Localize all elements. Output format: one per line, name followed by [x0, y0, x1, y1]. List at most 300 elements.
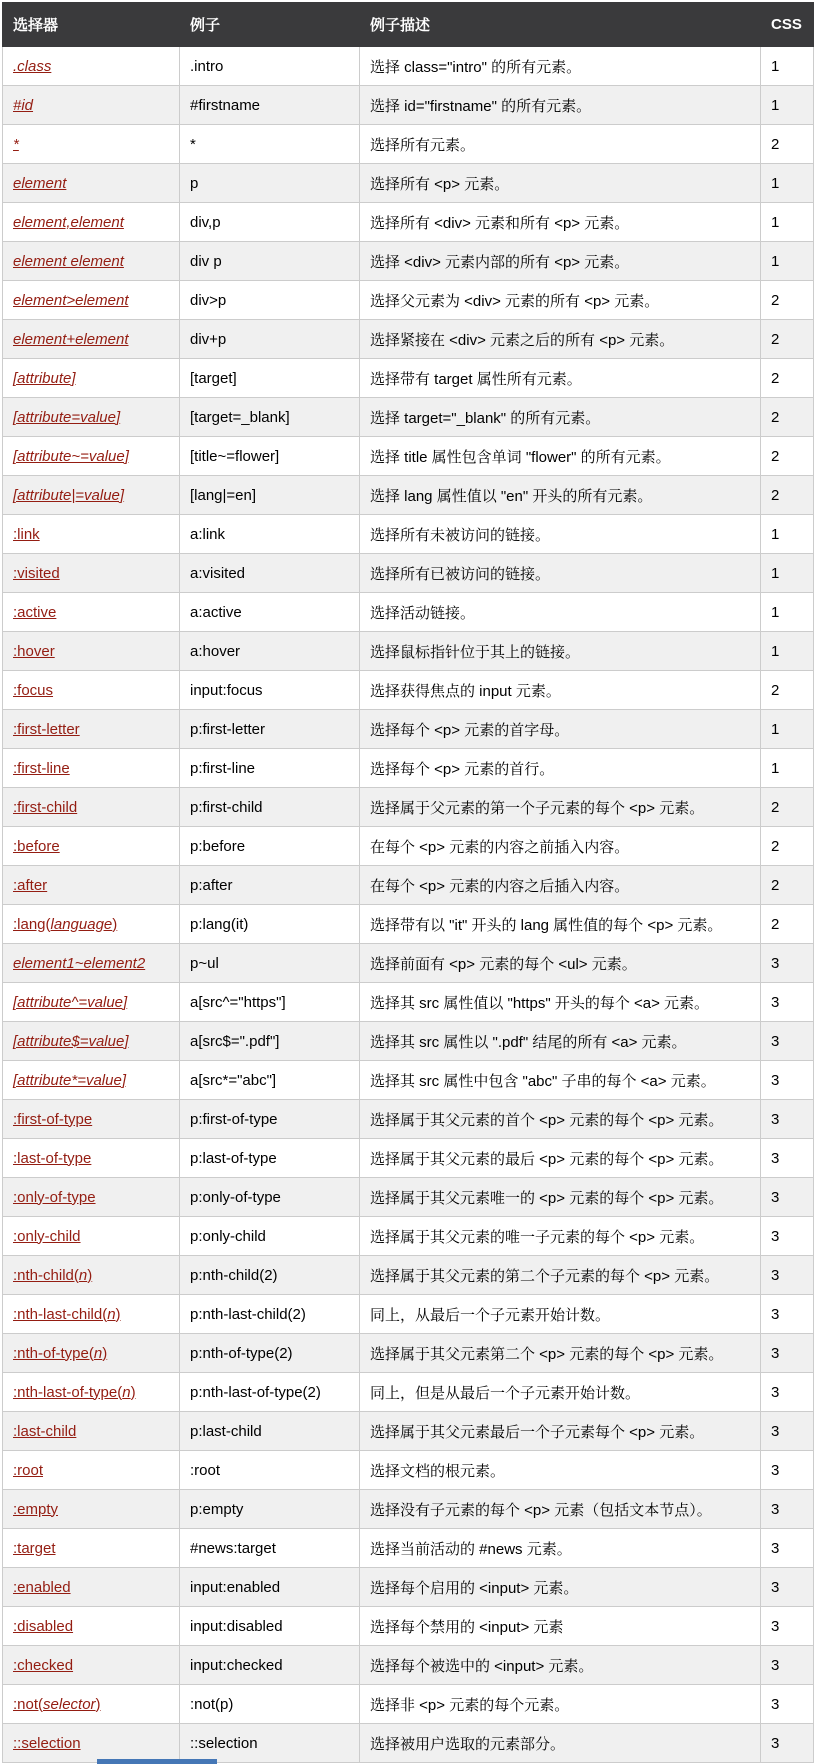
- selector-cell: [3, 983, 180, 1022]
- selector-link[interactable]: [13, 487, 124, 504]
- selector-link[interactable]: [13, 760, 70, 777]
- selector-cell: [3, 1412, 180, 1451]
- description-cell: 选择属于其父元素的首个 <p> 元素的每个 <p> 元素。: [360, 1100, 761, 1139]
- description-cell: 选择所有已被访问的链接。: [360, 554, 761, 593]
- description-cell: 选择每个 <p> 元素的首字母。: [360, 710, 761, 749]
- selector-cell: [3, 1685, 180, 1724]
- table-row: [3, 1061, 814, 1100]
- selector-link-italic-part: [attribute~=value]: [13, 447, 129, 465]
- description-cell: 在每个 <p> 元素的内容之后插入内容。: [360, 866, 761, 905]
- selector-link[interactable]: [13, 370, 76, 387]
- description-cell: 选择被用户选取的元素部分。: [360, 1724, 761, 1763]
- selector-link-italic-part: element,element: [13, 213, 124, 231]
- css-version-cell: 1: [761, 710, 814, 749]
- description-cell: 选择属于父元素的第一个子元素的每个 <p> 元素。: [360, 788, 761, 827]
- selector-cell: [3, 944, 180, 983]
- description-cell: 选择 title 属性包含单词 "flower" 的所有元素。: [360, 437, 761, 476]
- header-selector: 选择器: [3, 3, 180, 47]
- description-cell: 选择其 src 属性中包含 "abc" 子串的每个 <a> 元素。: [360, 1061, 761, 1100]
- example-cell: #firstname: [180, 86, 360, 125]
- description-cell: 选择每个被选中的 <input> 元素。: [360, 1646, 761, 1685]
- description-cell: 选择所有未被访问的链接。: [360, 515, 761, 554]
- css-version-cell: 1: [761, 515, 814, 554]
- selector-link-part: ): [102, 1344, 108, 1362]
- table-row: [3, 281, 814, 320]
- header-description: 例子描述: [360, 3, 761, 47]
- selector-link-part: :hover: [13, 642, 55, 660]
- table-row: [3, 398, 814, 437]
- css-version-cell: 2: [761, 359, 814, 398]
- description-cell: 选择 target="_blank" 的所有元素。: [360, 398, 761, 437]
- table-row: [3, 1685, 814, 1724]
- selector-link-part: :nth-child(: [13, 1266, 79, 1284]
- table-row: [3, 749, 814, 788]
- table-row: [3, 86, 814, 125]
- selector-link[interactable]: [13, 1618, 73, 1635]
- description-cell: 选择每个启用的 <input> 元素。: [360, 1568, 761, 1607]
- selector-link-part: :last-of-type: [13, 1149, 92, 1167]
- selector-link-part: :nth-last-child(: [13, 1305, 108, 1323]
- description-cell: 在每个 <p> 元素的内容之前插入内容。: [360, 827, 761, 866]
- css-version-cell: 2: [761, 320, 814, 359]
- selector-cell: [3, 593, 180, 632]
- description-cell: 选择 id="firstname" 的所有元素。: [360, 86, 761, 125]
- description-cell: 选择每个 <p> 元素的首行。: [360, 749, 761, 788]
- example-cell: p~ul: [180, 944, 360, 983]
- selector-link-part: :active: [13, 603, 57, 621]
- selector-cell: [3, 398, 180, 437]
- selector-link[interactable]: [13, 97, 33, 114]
- selector-link[interactable]: [13, 1735, 81, 1752]
- selector-cell: [3, 242, 180, 281]
- description-cell: 选择紧接在 <div> 元素之后的所有 <p> 元素。: [360, 320, 761, 359]
- description-cell: 选择当前活动的 #news 元素。: [360, 1529, 761, 1568]
- description-cell: 选择文档的根元素。: [360, 1451, 761, 1490]
- selector-link-part: :after: [13, 876, 48, 894]
- selector-link[interactable]: [13, 448, 129, 465]
- css-version-cell: 2: [761, 905, 814, 944]
- css-version-cell: 3: [761, 983, 814, 1022]
- selector-link-italic-part: element+element: [13, 330, 129, 348]
- selector-cell: [3, 1373, 180, 1412]
- example-cell: p:last-of-type: [180, 1139, 360, 1178]
- selector-cell: [3, 1217, 180, 1256]
- description-cell: 同上，但是从最后一个子元素开始计数。: [360, 1373, 761, 1412]
- description-cell: 选择活动链接。: [360, 593, 761, 632]
- selector-link[interactable]: [13, 1228, 81, 1245]
- example-cell: p:first-of-type: [180, 1100, 360, 1139]
- selector-link[interactable]: [13, 1696, 101, 1713]
- css-version-cell: 1: [761, 749, 814, 788]
- description-cell: 选择 lang 属性值以 "en" 开头的所有元素。: [360, 476, 761, 515]
- selector-link[interactable]: [13, 682, 53, 699]
- selector-cell: [3, 1646, 180, 1685]
- example-cell: div,p: [180, 203, 360, 242]
- selector-link[interactable]: [13, 1111, 92, 1128]
- css-version-cell: 1: [761, 203, 814, 242]
- table-row: [3, 1412, 814, 1451]
- selector-link[interactable]: [13, 526, 40, 543]
- table-row: [3, 1139, 814, 1178]
- description-cell: 选择 class="intro" 的所有元素。: [360, 47, 761, 86]
- example-cell: p:empty: [180, 1490, 360, 1529]
- selector-link-part: :only-of-type: [13, 1188, 96, 1206]
- selector-link[interactable]: [13, 331, 129, 348]
- selector-link-part: :checked: [13, 1656, 74, 1674]
- selector-link[interactable]: [13, 643, 55, 660]
- example-cell: p: [180, 164, 360, 203]
- description-cell: 选择获得焦点的 input 元素。: [360, 671, 761, 710]
- css-version-cell: 3: [761, 1100, 814, 1139]
- css-version-cell: 3: [761, 1139, 814, 1178]
- selector-link[interactable]: [13, 1423, 76, 1440]
- example-cell: div p: [180, 242, 360, 281]
- selector-link[interactable]: [13, 877, 47, 894]
- selector-link-part: ): [95, 1695, 101, 1713]
- css-version-cell: 3: [761, 1607, 814, 1646]
- example-cell: p:nth-of-type(2): [180, 1334, 360, 1373]
- table-row: [3, 1646, 814, 1685]
- table-row: [3, 1373, 814, 1412]
- selector-cell: [3, 1529, 180, 1568]
- selector-link[interactable]: [13, 1267, 92, 1284]
- table-row: [3, 1334, 814, 1373]
- example-cell: *: [180, 125, 360, 164]
- table-row: [3, 1217, 814, 1256]
- selector-cell: [3, 1022, 180, 1061]
- table-row: [3, 1022, 814, 1061]
- description-cell: 选择鼠标指针位于其上的链接。: [360, 632, 761, 671]
- selector-link[interactable]: [13, 1579, 71, 1596]
- selector-cell: [3, 125, 180, 164]
- css-version-cell: 1: [761, 632, 814, 671]
- example-cell: a:visited: [180, 554, 360, 593]
- selector-cell: [3, 554, 180, 593]
- selector-link[interactable]: [13, 214, 124, 231]
- selector-link[interactable]: [13, 409, 120, 426]
- table-row: [3, 788, 814, 827]
- selector-cell: [3, 749, 180, 788]
- selector-link-italic-part: [attribute$=value]: [13, 1032, 129, 1050]
- selector-cell: [3, 1295, 180, 1334]
- selector-link-italic-part: [attribute]: [13, 369, 76, 387]
- selector-cell: [3, 320, 180, 359]
- description-cell: 选择所有 <p> 元素。: [360, 164, 761, 203]
- selector-link-italic-part: element element: [13, 252, 124, 270]
- selector-link[interactable]: [13, 955, 145, 972]
- selector-link[interactable]: [13, 1306, 121, 1323]
- selector-cell: [3, 671, 180, 710]
- description-cell: 选择带有以 "it" 开头的 lang 属性值的每个 <p> 元素。: [360, 905, 761, 944]
- description-cell: 选择其 src 属性以 ".pdf" 结尾的所有 <a> 元素。: [360, 1022, 761, 1061]
- table-row: [3, 437, 814, 476]
- selector-link[interactable]: [13, 292, 129, 309]
- selector-link[interactable]: [13, 175, 66, 192]
- table-row: [3, 944, 814, 983]
- selector-link-part: :empty: [13, 1500, 59, 1518]
- example-cell: :not(p): [180, 1685, 360, 1724]
- example-cell: p:after: [180, 866, 360, 905]
- css-version-cell: 3: [761, 1646, 814, 1685]
- selector-link-part: :first-line: [13, 759, 70, 777]
- selector-cell: [3, 476, 180, 515]
- selector-link[interactable]: [13, 1462, 43, 1479]
- table-row: [3, 1178, 814, 1217]
- selector-link-part: :enabled: [13, 1578, 71, 1596]
- css-version-cell: 3: [761, 1256, 814, 1295]
- selector-link[interactable]: [13, 1345, 107, 1362]
- selector-cell: [3, 1334, 180, 1373]
- description-cell: 选择属于其父元素的最后 <p> 元素的每个 <p> 元素。: [360, 1139, 761, 1178]
- selector-table-body: [3, 47, 814, 1763]
- selector-link-italic-part: element>element: [13, 291, 129, 309]
- example-cell: #news:target: [180, 1529, 360, 1568]
- example-cell: .intro: [180, 47, 360, 86]
- example-cell: p:nth-last-of-type(2): [180, 1373, 360, 1412]
- css-version-cell: 3: [761, 1373, 814, 1412]
- selector-link-part: :only-child: [13, 1227, 81, 1245]
- selector-link-italic-part: element: [13, 174, 67, 192]
- css-version-cell: 2: [761, 866, 814, 905]
- example-cell: p:last-child: [180, 1412, 360, 1451]
- selector-link-part: :disabled: [13, 1617, 74, 1635]
- header-example: 例子: [180, 3, 360, 47]
- selector-cell: [3, 1100, 180, 1139]
- css-version-cell: 3: [761, 1334, 814, 1373]
- selector-link-part: :last-child: [13, 1422, 77, 1440]
- description-cell: 选择父元素为 <div> 元素的所有 <p> 元素。: [360, 281, 761, 320]
- example-cell: [title~=flower]: [180, 437, 360, 476]
- selector-link[interactable]: [13, 136, 19, 153]
- css-version-cell: 3: [761, 1451, 814, 1490]
- table-row: [3, 1490, 814, 1529]
- example-cell: a:active: [180, 593, 360, 632]
- example-cell: [target=_blank]: [180, 398, 360, 437]
- table-header: [3, 3, 814, 47]
- table-row: [3, 1100, 814, 1139]
- css-version-cell: 3: [761, 1022, 814, 1061]
- selector-link[interactable]: [13, 253, 124, 270]
- example-cell: p:first-child: [180, 788, 360, 827]
- selector-link-part: :focus: [13, 681, 54, 699]
- selector-link[interactable]: [13, 1072, 126, 1089]
- css-version-cell: 1: [761, 554, 814, 593]
- selector-cell: [3, 515, 180, 554]
- css-version-cell: 2: [761, 671, 814, 710]
- table-row: [3, 710, 814, 749]
- example-cell: ::selection: [180, 1724, 360, 1763]
- selector-link-italic-part: [attribute*=value]: [13, 1071, 126, 1089]
- selector-cell: [3, 86, 180, 125]
- selector-link[interactable]: [13, 799, 77, 816]
- example-cell: p:first-letter: [180, 710, 360, 749]
- css-version-cell: 3: [761, 1724, 814, 1763]
- css-version-cell: 2: [761, 788, 814, 827]
- css-version-cell: 3: [761, 944, 814, 983]
- selector-link-part: :before: [13, 837, 60, 855]
- selector-link[interactable]: [13, 1189, 96, 1206]
- selector-link[interactable]: [13, 721, 80, 738]
- selector-cell: [3, 1256, 180, 1295]
- selector-cell: [3, 47, 180, 86]
- selector-link-italic-part: n: [122, 1383, 131, 1401]
- description-cell: 选择所有 <div> 元素和所有 <p> 元素。: [360, 203, 761, 242]
- selector-link-italic-part: n: [107, 1305, 116, 1323]
- selector-cell: [3, 1178, 180, 1217]
- example-cell: input:focus: [180, 671, 360, 710]
- selector-cell: [3, 203, 180, 242]
- selector-link-italic-part: element1~element2: [13, 954, 146, 972]
- css-version-cell: 2: [761, 827, 814, 866]
- header-css-version: CSS: [761, 3, 814, 47]
- example-cell: p:only-child: [180, 1217, 360, 1256]
- selector-cell: [3, 164, 180, 203]
- selector-link-italic-part: [attribute^=value]: [13, 993, 128, 1011]
- example-cell: input:checked: [180, 1646, 360, 1685]
- header-row: [3, 3, 814, 47]
- description-cell: 选择属于其父元素最后一个子元素每个 <p> 元素。: [360, 1412, 761, 1451]
- selector-cell: [3, 1607, 180, 1646]
- description-cell: 选择其 src 属性值以 "https" 开头的每个 <a> 元素。: [360, 983, 761, 1022]
- example-cell: a:link: [180, 515, 360, 554]
- selector-link-part: :first-child: [13, 798, 78, 816]
- selector-link-part: :not(: [13, 1695, 44, 1713]
- selector-link[interactable]: [13, 1501, 58, 1518]
- css-version-cell: 1: [761, 164, 814, 203]
- selector-link-italic-part: #id: [13, 96, 34, 114]
- selector-cell: [3, 632, 180, 671]
- example-cell: a[src$=".pdf"]: [180, 1022, 360, 1061]
- selector-cell: [3, 1451, 180, 1490]
- table-row: [3, 1295, 814, 1334]
- selector-link[interactable]: [13, 838, 60, 855]
- example-cell: p:only-of-type: [180, 1178, 360, 1217]
- table-row: [3, 593, 814, 632]
- example-cell: div+p: [180, 320, 360, 359]
- table-row: [3, 359, 814, 398]
- selector-cell: [3, 359, 180, 398]
- selector-link-part: :nth-last-of-type(: [13, 1383, 123, 1401]
- css-version-cell: 3: [761, 1412, 814, 1451]
- selector-link-part: :root: [13, 1461, 44, 1479]
- selector-link-part: :visited: [13, 564, 60, 582]
- selector-cell: [3, 866, 180, 905]
- css-version-cell: 3: [761, 1061, 814, 1100]
- table-row: [3, 47, 814, 86]
- selector-link[interactable]: [13, 994, 127, 1011]
- selector-link[interactable]: [13, 1033, 129, 1050]
- selector-link-part: :first-of-type: [13, 1110, 93, 1128]
- description-cell: 选择带有 target 属性所有元素。: [360, 359, 761, 398]
- description-cell: 选择每个禁用的 <input> 元素: [360, 1607, 761, 1646]
- css-version-cell: 1: [761, 593, 814, 632]
- example-cell: :root: [180, 1451, 360, 1490]
- selector-link-part: :target: [13, 1539, 56, 1557]
- selector-link-part: ): [87, 1266, 93, 1284]
- css-version-cell: 1: [761, 86, 814, 125]
- table-row: [3, 320, 814, 359]
- css-selector-reference-table: [2, 2, 814, 1763]
- example-cell: p:nth-child(2): [180, 1256, 360, 1295]
- css-selectors-reference-page: [0, 2, 815, 1764]
- selector-cell: [3, 827, 180, 866]
- table-row: [3, 203, 814, 242]
- css-version-cell: 3: [761, 1529, 814, 1568]
- table-row: [3, 827, 814, 866]
- example-cell: [target]: [180, 359, 360, 398]
- css-version-cell: 1: [761, 242, 814, 281]
- css-version-cell: 3: [761, 1178, 814, 1217]
- table-row: [3, 671, 814, 710]
- description-cell: 选择属于其父元素的第二个子元素的每个 <p> 元素。: [360, 1256, 761, 1295]
- example-cell: p:before: [180, 827, 360, 866]
- table-row: [3, 1607, 814, 1646]
- selector-link-part: :link: [13, 525, 40, 543]
- selector-cell: [3, 788, 180, 827]
- selector-link-part: :lang(: [13, 915, 51, 933]
- selector-link[interactable]: [13, 1657, 73, 1674]
- selector-link-part: ): [130, 1383, 136, 1401]
- table-row: [3, 1451, 814, 1490]
- table-row: [3, 1568, 814, 1607]
- selector-link[interactable]: [13, 1384, 136, 1401]
- description-cell: 选择属于其父元素唯一的 <p> 元素的每个 <p> 元素。: [360, 1178, 761, 1217]
- description-cell: 选择非 <p> 元素的每个元素。: [360, 1685, 761, 1724]
- table-row: [3, 164, 814, 203]
- selector-link[interactable]: [13, 58, 51, 75]
- selector-link-italic-part: language: [50, 915, 113, 933]
- table-row: [3, 983, 814, 1022]
- css-version-cell: 1: [761, 47, 814, 86]
- selector-cell: [3, 1724, 180, 1763]
- selector-link-part: ): [115, 1305, 121, 1323]
- table-row: [3, 1724, 814, 1763]
- css-version-cell: 2: [761, 437, 814, 476]
- selector-link[interactable]: [13, 1150, 91, 1167]
- selector-link-italic-part: selector: [43, 1695, 96, 1713]
- selector-link[interactable]: [13, 565, 60, 582]
- example-cell: a:hover: [180, 632, 360, 671]
- selector-cell: [3, 1061, 180, 1100]
- example-cell: [lang|=en]: [180, 476, 360, 515]
- css-version-cell: 3: [761, 1295, 814, 1334]
- css-version-cell: 3: [761, 1568, 814, 1607]
- selector-link-italic-part: [attribute|=value]: [13, 486, 125, 504]
- table-row: [3, 866, 814, 905]
- css-version-cell: 3: [761, 1685, 814, 1724]
- selector-link[interactable]: [13, 1540, 56, 1557]
- example-cell: p:nth-last-child(2): [180, 1295, 360, 1334]
- selector-cell: [3, 1568, 180, 1607]
- selector-cell: [3, 281, 180, 320]
- example-cell: p:lang(it): [180, 905, 360, 944]
- css-version-cell: 3: [761, 1490, 814, 1529]
- selector-link[interactable]: [13, 604, 56, 621]
- description-cell: 选择属于其父元素第二个 <p> 元素的每个 <p> 元素。: [360, 1334, 761, 1373]
- selector-link-italic-part: n: [93, 1344, 103, 1362]
- table-row: [3, 554, 814, 593]
- description-cell: 选择前面有 <p> 元素的每个 <ul> 元素。: [360, 944, 761, 983]
- selector-link-part: ): [112, 915, 118, 933]
- selector-link-italic-part: .class: [13, 57, 52, 75]
- selector-cell: [3, 1139, 180, 1178]
- table-row: [3, 1256, 814, 1295]
- selector-link[interactable]: [13, 916, 117, 933]
- example-cell: a[src^="https"]: [180, 983, 360, 1022]
- css-version-cell: 2: [761, 125, 814, 164]
- selector-cell: [3, 905, 180, 944]
- selector-link-italic-part: *: [13, 135, 19, 153]
